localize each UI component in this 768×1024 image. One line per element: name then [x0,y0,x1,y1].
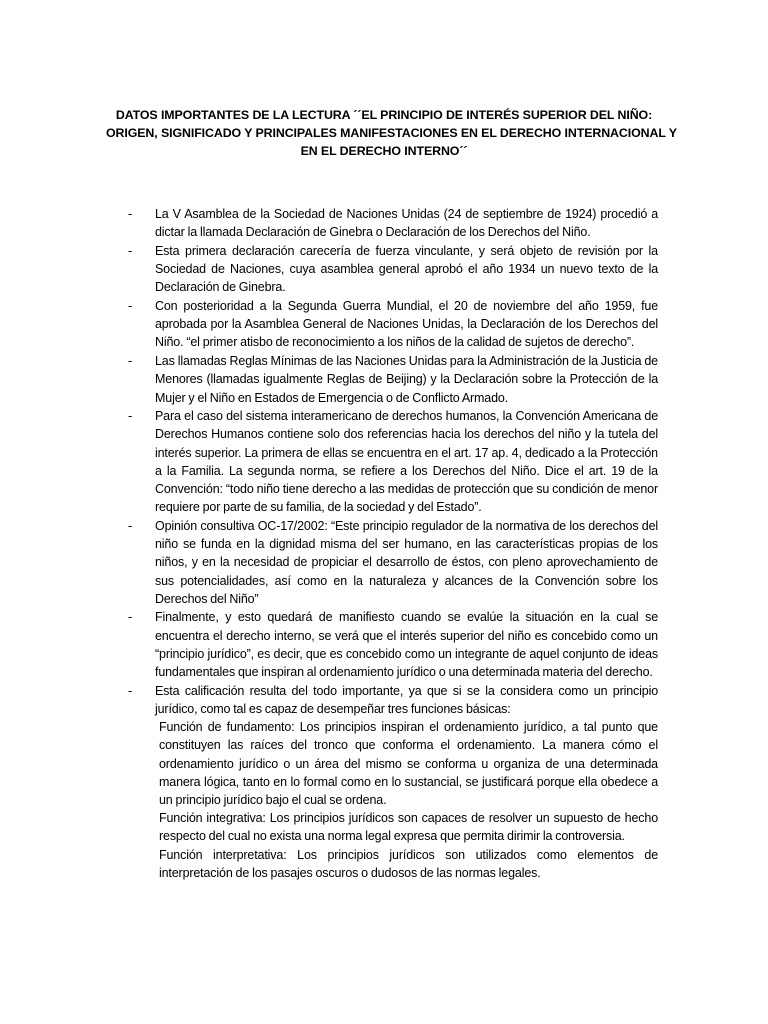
list-item [0,352,768,407]
bullet-dash: - [128,682,133,698]
bullet-dash: - [128,242,133,258]
list-item-text: La V Asamblea de la Sociedad de Naciones Unidas (24 de septiembre de 1924) procedió a dictar la llamada Declaración de Ginebra o Declaración de los Derechos del Niño. [155,207,658,240]
bullet-dash: - [128,517,133,533]
bullet-list [0,205,768,883]
list-item [0,205,768,241]
list-item-text: Las llamadas Reglas Mínimas de las Naciones Unidas para la Administración de la Justicia de Menores (llamadas igualmente Reglas de Beijing) y la Declaración sobre la Protección de la Mujer y el Niño en Estados de Emergencia o de Conflicto Armado. [155,354,658,405]
function-interpretativa-paragraph: Función interpretativa: Los principios jurídicos son utilizados como elementos de interpretación de los pasajes oscuros o dudosos de las normas legales. [159,847,658,880]
list-item [0,407,768,516]
bullet-dash: - [128,298,133,314]
title-line-2: ORIGEN, SIGNIFICADO Y PRINCIPALES MANIFESTACIONES EN EL DERECHO INTERNACIONAL Y [106,126,677,140]
list-item [0,517,768,608]
list-item-text: Para el caso del sistema interamericano de derechos humanos, la Convención Americana de Derechos Humanos contiene solo dos referencias hacia los derechos del niño y la tutela del interés superior. La primera de ellas se encuentra en el art. 17 ap. 4, dedicado a la Protección a la Familia. La segunda norma, se refiere a los Derechos del Niño. Dice el art. 19 de la Convención: “todo niño tiene derecho a las medidas de protección que su condición de menor requiere por parte de su familia, de la sociedad y del Estado”. [155,409,658,515]
list-item-text: Finalmente, y esto quedará de manifiesto cuando se evalúe la situación en la cual se encuentra el derecho interno, se verá que el interés superior del niño es concebido como un “principio jurídico”, es decir, que es concebido como un integrante de aquel conjunto de ideas fundamentales que inspiran al ordenamiento jurídico o una determinada materia del derecho. [155,610,658,680]
document-title [106,106,677,160]
list-item [0,608,768,681]
list-item-text: Con posterioridad a la Segunda Guerra Mundial, el 20 de noviembre del año 1959, fue aprobada por la Asamblea General de Naciones Unidas, la Declaración de los Derechos del Niño. “el primer atisbo de reconocimiento a los niños de la calidad de sujetos de derecho”. [155,299,658,350]
bullet-dash: - [128,206,133,221]
title-line-3: EN EL DERECHO INTERNO´´ [300,144,468,158]
list-item [0,242,768,297]
list-item-text: Esta calificación resulta del todo importante, ya que si se la considera como un principio jurídico, como tal es capaz de desempeñar tres funciones básicas: [155,683,658,716]
list-item-text: Opinión consultiva OC-17/2002: “Este principio regulador de la normativa de los derechos del niño se funda en la dignidad misma del ser humano, en las características propias de los niños, y en la necesidad de propiciar el desarrollo de éstos, con pleno aprovechamiento de sus potencialidades, así como en la naturaleza y alcances de la Convención sobre los Derechos del Niño” [155,518,658,606]
list-item [0,297,768,352]
bullet-dash: - [128,353,133,369]
bullet-dash: - [128,609,133,625]
bullet-dash: - [128,408,133,424]
function-fundamento-paragraph: Función de fundamento: Los principios inspiran el ordenamiento jurídico, a tal punto que constituyen las raíces del tronco que conforma el ordenamiento. La manera cómo el ordenamiento jurídico o un área del mismo se conforma u organiza de una determinada manera lógica, tanto en lo formal como en lo sustancial, se justificará porque ella obedece a un principio jurídico bajo el cual se ordena. [159,720,658,807]
list-item [0,682,768,882]
title-line-1: DATOS IMPORTANTES DE LA LECTURA ´´EL PRINCIPIO DE INTERÉS SUPERIOR DEL NIÑO: [115,108,653,122]
function-integrativa-paragraph: Función integrativa: Los principios jurídicos son capaces de resolver un supuesto de hecho respecto del cual no exista una norma legal expresa que permita dirimir la controversia. [159,811,658,844]
list-item-text: Esta primera declaración carecería de fuerza vinculante, y será objeto de revisión por la Sociedad de Naciones, cuya asamblea general aprobó el año 1934 un nuevo texto de la Declaración de Ginebra. [155,243,658,295]
